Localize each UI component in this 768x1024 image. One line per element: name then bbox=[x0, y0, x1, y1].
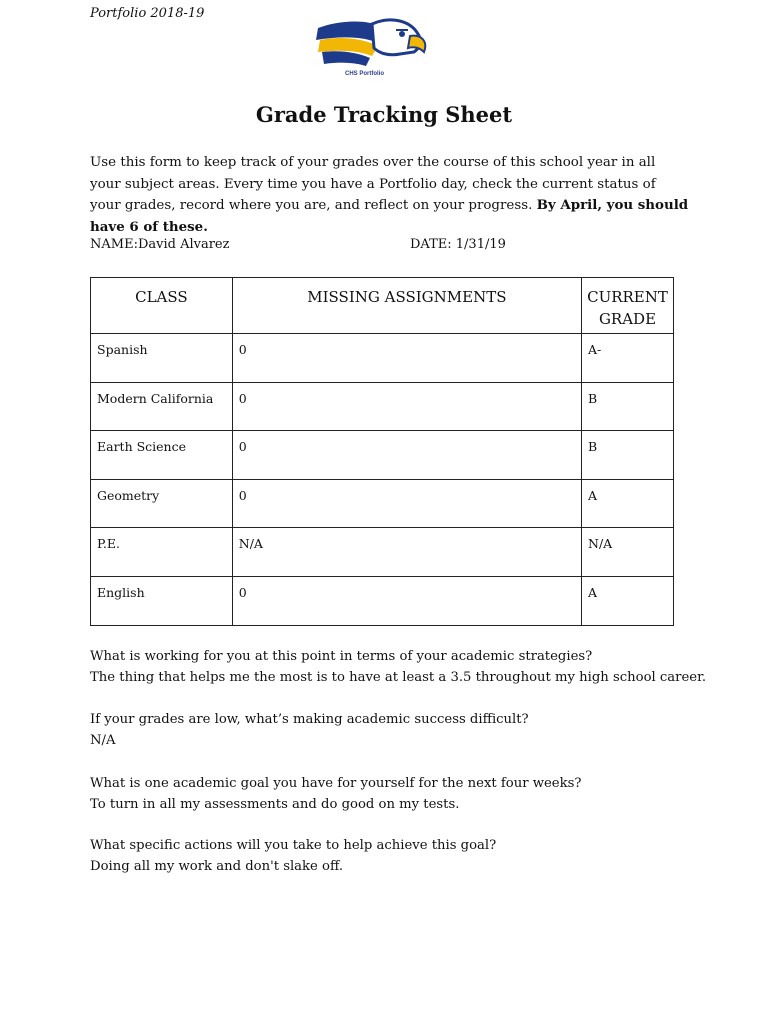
intro-paragraph bbox=[90, 152, 690, 238]
table-row bbox=[91, 576, 674, 625]
cell-grade: B bbox=[582, 382, 674, 431]
header-missing-assignments: MISSING ASSIGNMENTS bbox=[232, 278, 581, 334]
table-row bbox=[91, 334, 674, 383]
cell-missing: 0 bbox=[232, 334, 581, 383]
intro-emphasis: By April, you should have 6 of these. bbox=[90, 197, 689, 235]
reflection-question: What is working for you at this point in terms of your academic strategies? bbox=[90, 649, 593, 664]
cell-class: English bbox=[91, 576, 233, 625]
cell-missing: 0 bbox=[232, 431, 581, 480]
reflection-block-difficulty bbox=[90, 709, 710, 751]
cell-grade: N/A bbox=[582, 528, 674, 577]
reflection-answer: The thing that helps me the most is to have at least a 3.5 throughout my high school career. bbox=[90, 670, 707, 685]
reflection-block-goal bbox=[90, 773, 710, 815]
cell-grade: A- bbox=[582, 334, 674, 383]
table-header-row bbox=[91, 278, 674, 334]
reflection-block-actions bbox=[90, 835, 710, 877]
cell-grade: A bbox=[582, 576, 674, 625]
header-class: CLASS bbox=[91, 278, 233, 334]
intro-text: Use this form to keep track of your grades over the course of this school year in all your subject areas. Every time you have a Portfolio day, check the current status of your grades, record where you are, and reflect on your progress. bbox=[90, 155, 656, 213]
cell-class: P.E. bbox=[91, 528, 233, 577]
reflection-answer: To turn in all my assessments and do good on my tests. bbox=[90, 797, 460, 812]
reflection-question: If your grades are low, what’s making academic success difficult? bbox=[90, 712, 529, 727]
grades-table bbox=[90, 277, 674, 626]
cell-class: Earth Science bbox=[91, 431, 233, 480]
logo-caption: CHS Portfolio bbox=[345, 71, 384, 77]
table-row bbox=[91, 431, 674, 480]
cell-missing: 0 bbox=[232, 576, 581, 625]
cell-missing: N/A bbox=[232, 528, 581, 577]
reflection-question: What specific actions will you take to help achieve this goal? bbox=[90, 838, 497, 853]
cell-class: Spanish bbox=[91, 334, 233, 383]
cell-class: Geometry bbox=[91, 479, 233, 528]
cell-missing: 0 bbox=[232, 382, 581, 431]
student-name: NAME:David Alvarez bbox=[90, 237, 230, 252]
reflection-answer: Doing all my work and don't slake off. bbox=[90, 859, 344, 874]
cell-grade: B bbox=[582, 431, 674, 480]
header-current-grade: CURRENT GRADE bbox=[582, 278, 674, 334]
table-row bbox=[91, 528, 674, 577]
sheet-date: DATE: 1/31/19 bbox=[410, 237, 506, 252]
reflection-answer: N/A bbox=[90, 733, 116, 748]
cell-missing: 0 bbox=[232, 479, 581, 528]
reflection-question: What is one academic goal you have for yourself for the next four weeks? bbox=[90, 776, 582, 791]
table-row bbox=[91, 479, 674, 528]
page-title: Grade Tracking Sheet bbox=[255, 102, 513, 127]
cell-class: Modern California bbox=[91, 382, 233, 431]
reflection-block-strategies bbox=[90, 646, 710, 688]
table-row bbox=[91, 382, 674, 431]
cell-grade: A bbox=[582, 479, 674, 528]
portfolio-year-label: Portfolio 2018-19 bbox=[90, 6, 205, 21]
